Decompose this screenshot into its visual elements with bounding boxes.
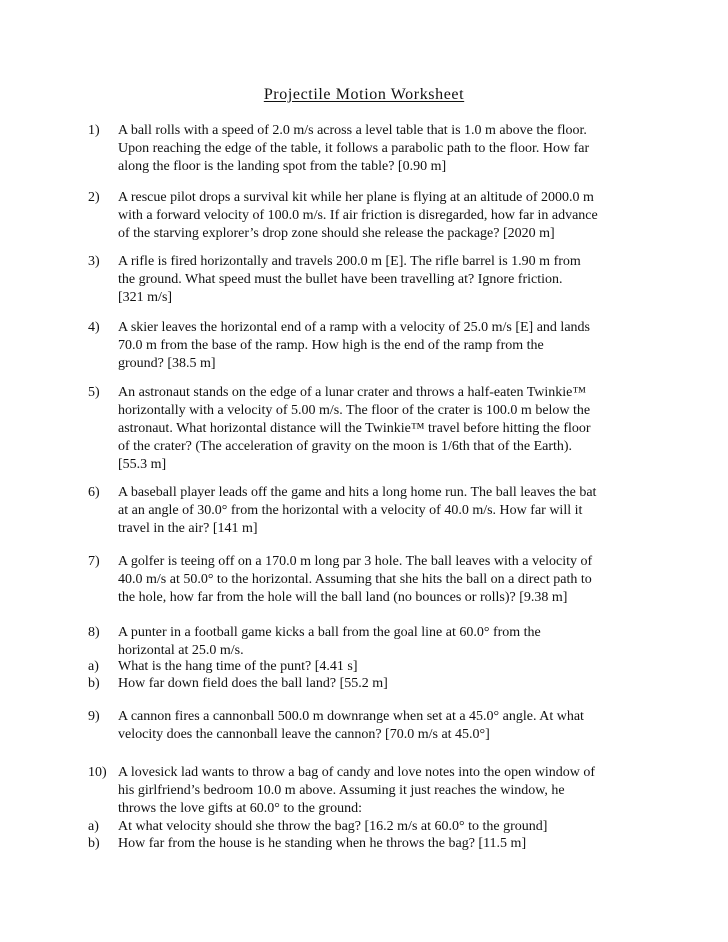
question-10 <box>88 764 638 818</box>
question-line: the hole, how far from the hole will the ball land (no bounces or rolls)? [9.38 m] <box>118 590 568 605</box>
question-line: velocity does the cannonball leave the cannon? [70.0 m/s at 45.0°] <box>118 727 490 742</box>
question-line: Upon reaching the edge of the table, it follows a parabolic path to the floor. How far <box>118 141 590 156</box>
page-title: Projectile Motion Worksheet <box>263 86 465 103</box>
question-line: along the floor is the landing spot from the table? [0.90 m] <box>118 159 447 174</box>
question-line: throws the love gifts at 60.0° to the ground: <box>118 801 362 816</box>
question-number: 10) <box>88 765 107 780</box>
part-label: a) <box>88 659 99 674</box>
question-line: 70.0 m from the base of the ramp. How high is the end of the ramp from the <box>118 338 544 353</box>
question-line: An astronaut stands on the edge of a lunar crater and throws a half-eaten Twinkie™ <box>118 385 587 400</box>
question-line: his girlfriend’s bedroom 10.0 m above. Assuming it just reaches the window, he <box>118 783 565 798</box>
part-label: b) <box>88 676 100 691</box>
question-number: 7) <box>88 554 100 569</box>
question-number: 5) <box>88 385 100 400</box>
question-1 <box>88 122 638 176</box>
question-line: A cannon fires a cannonball 500.0 m downrange when set at a 45.0° angle. At what <box>118 709 584 724</box>
question-3 <box>88 253 638 307</box>
question-line: the ground. What speed must the bullet have been travelling at? Ignore friction. <box>118 272 563 287</box>
part-label: a) <box>88 819 99 834</box>
question-line: horizontal at 25.0 m/s. <box>118 643 244 658</box>
question-line: A ball rolls with a speed of 2.0 m/s across a level table that is 1.0 m above the floor. <box>118 123 587 138</box>
question-line: A rifle is fired horizontally and travels 200.0 m [E]. The rifle barrel is 1.90 m from <box>118 254 581 269</box>
question-8-part-b <box>88 675 638 693</box>
part-text: At what velocity should she throw the bag? [16.2 m/s at 60.0° to the ground] <box>118 819 548 834</box>
question-number: 8) <box>88 625 100 640</box>
question-line: A golfer is teeing off on a 170.0 m long par 3 hole. The ball leaves with a velocity of <box>118 554 593 569</box>
question-line: with a forward velocity of 100.0 m/s. If air friction is disregarded, how far in advance <box>118 208 598 223</box>
question-number: 3) <box>88 254 100 269</box>
question-5 <box>88 384 638 474</box>
question-number: 9) <box>88 709 100 724</box>
question-line: of the crater? (The acceleration of gravity on the moon is 1/6th that of the Earth). <box>118 439 573 454</box>
question-line: A punter in a football game kicks a ball from the goal line at 60.0° from the <box>118 625 541 640</box>
question-line: A lovesick lad wants to throw a bag of candy and love notes into the open window of <box>118 765 596 780</box>
question-8 <box>88 624 638 660</box>
question-7 <box>88 553 638 607</box>
question-line: A rescue pilot drops a survival kit while her plane is flying at an altitude of 2000.0 m <box>118 190 594 205</box>
question-line: [55.3 m] <box>118 457 167 472</box>
question-6 <box>88 484 638 538</box>
question-line: horizontally with a velocity of 5.00 m/s. The floor of the crater is 100.0 m below the <box>118 403 591 418</box>
part-text: How far down field does the ball land? [55.2 m] <box>118 676 388 691</box>
question-line: ground? [38.5 m] <box>118 356 216 371</box>
question-line: astronaut. What horizontal distance will the Twinkie™ travel before hitting the floor <box>118 421 591 436</box>
question-line: of the starving explorer’s drop zone should she release the package? [2020 m] <box>118 226 555 241</box>
question-number: 1) <box>88 123 100 138</box>
question-10-part-a <box>88 818 638 836</box>
part-label: b) <box>88 836 100 851</box>
question-line: [321 m/s] <box>118 290 173 305</box>
question-number: 6) <box>88 485 100 500</box>
question-10-part-b <box>88 835 638 853</box>
part-text: How far from the house is he standing when he throws the bag? [11.5 m] <box>118 836 527 851</box>
question-line: at an angle of 30.0° from the horizontal with a velocity of 40.0 m/s. How far will it <box>118 503 583 518</box>
question-2 <box>88 189 638 243</box>
question-line: A baseball player leads off the game and hits a long home run. The ball leaves the bat <box>118 485 597 500</box>
question-number: 4) <box>88 320 100 335</box>
question-4 <box>88 319 638 373</box>
question-line: 40.0 m/s at 50.0° to the horizontal. Assuming that she hits the ball on a direct path to <box>118 572 592 587</box>
part-text: What is the hang time of the punt? [4.41 s] <box>118 659 358 674</box>
question-line: travel in the air? [141 m] <box>118 521 258 536</box>
question-line: A skier leaves the horizontal end of a ramp with a velocity of 25.0 m/s [E] and lands <box>118 320 590 335</box>
question-number: 2) <box>88 190 100 205</box>
question-8-part-a <box>88 658 638 676</box>
question-9 <box>88 708 638 744</box>
